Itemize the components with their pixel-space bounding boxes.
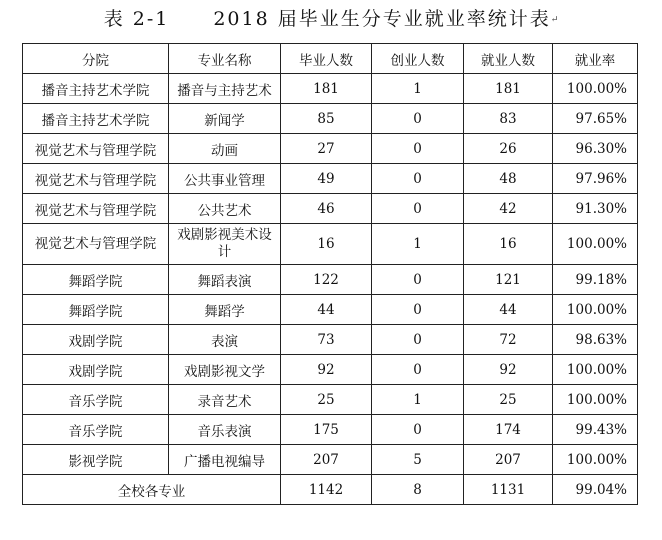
total-graduates: 1142 [281,475,372,505]
cell-startups: 0 [372,295,464,325]
table-row [23,104,638,134]
cell-rate: 96.30% [553,134,638,164]
table-row [23,355,638,385]
cell-startups: 0 [372,134,464,164]
cell-employed: 26 [464,134,553,164]
table-body [23,74,638,505]
cell-startups: 0 [372,164,464,194]
table-row [23,265,638,295]
cell-startups: 1 [372,74,464,104]
cell-major: 广播电视编导 [169,445,281,475]
cell-employed: 92 [464,355,553,385]
cell-college: 播音主持艺术学院 [23,104,169,134]
cell-graduates: 46 [281,194,372,224]
cell-rate: 97.65% [553,104,638,134]
cell-rate: 99.43% [553,415,638,445]
cell-major: 动画 [169,134,281,164]
table-row [23,295,638,325]
table-row [23,445,638,475]
cell-employed: 121 [464,265,553,295]
cell-startups: 0 [372,355,464,385]
employment-rate-table [22,43,638,505]
cell-employed: 16 [464,224,553,265]
cell-major: 音乐表演 [169,415,281,445]
cell-rate: 98.63% [553,325,638,355]
cell-startups: 0 [372,104,464,134]
cell-startups: 0 [372,194,464,224]
cell-graduates: 207 [281,445,372,475]
cell-employed: 44 [464,295,553,325]
cell-college: 影视学院 [23,445,169,475]
cell-major: 舞蹈表演 [169,265,281,295]
cell-college: 戏剧学院 [23,325,169,355]
table-row [23,385,638,415]
cell-college: 音乐学院 [23,385,169,415]
table-number: 表 2-1 [103,8,170,30]
header-major: 专业名称 [169,44,281,74]
header-employed: 就业人数 [464,44,553,74]
cell-graduates: 85 [281,104,372,134]
cell-rate: 100.00% [553,355,638,385]
cell-rate: 100.00% [553,224,638,265]
table-row [23,325,638,355]
cell-startups: 0 [372,265,464,295]
header-graduates: 毕业人数 [281,44,372,74]
cell-college: 播音主持艺术学院 [23,74,169,104]
cell-startups: 0 [372,415,464,445]
header-rate: 就业率 [553,44,638,74]
cell-college: 视觉艺术与管理学院 [23,194,169,224]
total-employed: 1131 [464,475,553,505]
cell-rate: 91.30% [553,194,638,224]
table-header-row [23,44,638,74]
cell-rate: 97.96% [553,164,638,194]
cell-startups: 0 [372,325,464,355]
cell-graduates: 16 [281,224,372,265]
cell-graduates: 181 [281,74,372,104]
cell-employed: 48 [464,164,553,194]
cell-rate: 100.00% [553,74,638,104]
cell-rate: 99.18% [553,265,638,295]
cell-graduates: 175 [281,415,372,445]
cell-major: 戏剧影视美术设计 [169,224,281,265]
cell-major: 公共事业管理 [169,164,281,194]
paragraph-mark-icon: ↵ [550,15,559,25]
cell-employed: 207 [464,445,553,475]
header-college: 分院 [23,44,169,74]
total-label: 全校各专业 [23,475,281,505]
cell-major: 公共艺术 [169,194,281,224]
cell-graduates: 25 [281,385,372,415]
cell-major: 舞蹈学 [169,295,281,325]
cell-graduates: 49 [281,164,372,194]
cell-startups: 5 [372,445,464,475]
header-startups: 创业人数 [372,44,464,74]
cell-employed: 72 [464,325,553,355]
table-caption [0,6,662,33]
cell-major: 播音与主持艺术 [169,74,281,104]
cell-rate: 100.00% [553,445,638,475]
table-row [23,134,638,164]
cell-employed: 181 [464,74,553,104]
cell-major: 录音艺术 [169,385,281,415]
table-row [23,194,638,224]
cell-employed: 83 [464,104,553,134]
cell-rate: 100.00% [553,295,638,325]
cell-startups: 1 [372,224,464,265]
total-startups: 8 [372,475,464,505]
table-row [23,74,638,104]
total-rate: 99.04% [553,475,638,505]
cell-college: 视觉艺术与管理学院 [23,224,169,265]
cell-college: 音乐学院 [23,415,169,445]
cell-college: 舞蹈学院 [23,295,169,325]
cell-college: 戏剧学院 [23,355,169,385]
table-total-row [23,475,638,505]
cell-rate: 100.00% [553,385,638,415]
cell-college: 舞蹈学院 [23,265,169,295]
cell-graduates: 27 [281,134,372,164]
cell-major: 戏剧影视文学 [169,355,281,385]
table-row [23,164,638,194]
cell-graduates: 122 [281,265,372,295]
cell-graduates: 73 [281,325,372,355]
table-row [23,415,638,445]
cell-graduates: 44 [281,295,372,325]
cell-college: 视觉艺术与管理学院 [23,164,169,194]
table-title: 2018 届毕业生分专业就业率统计表 [213,8,551,30]
cell-major: 表演 [169,325,281,355]
cell-employed: 42 [464,194,553,224]
cell-employed: 25 [464,385,553,415]
cell-college: 视觉艺术与管理学院 [23,134,169,164]
cell-major: 新闻学 [169,104,281,134]
table-row [23,224,638,265]
cell-employed: 174 [464,415,553,445]
cell-startups: 1 [372,385,464,415]
cell-graduates: 92 [281,355,372,385]
